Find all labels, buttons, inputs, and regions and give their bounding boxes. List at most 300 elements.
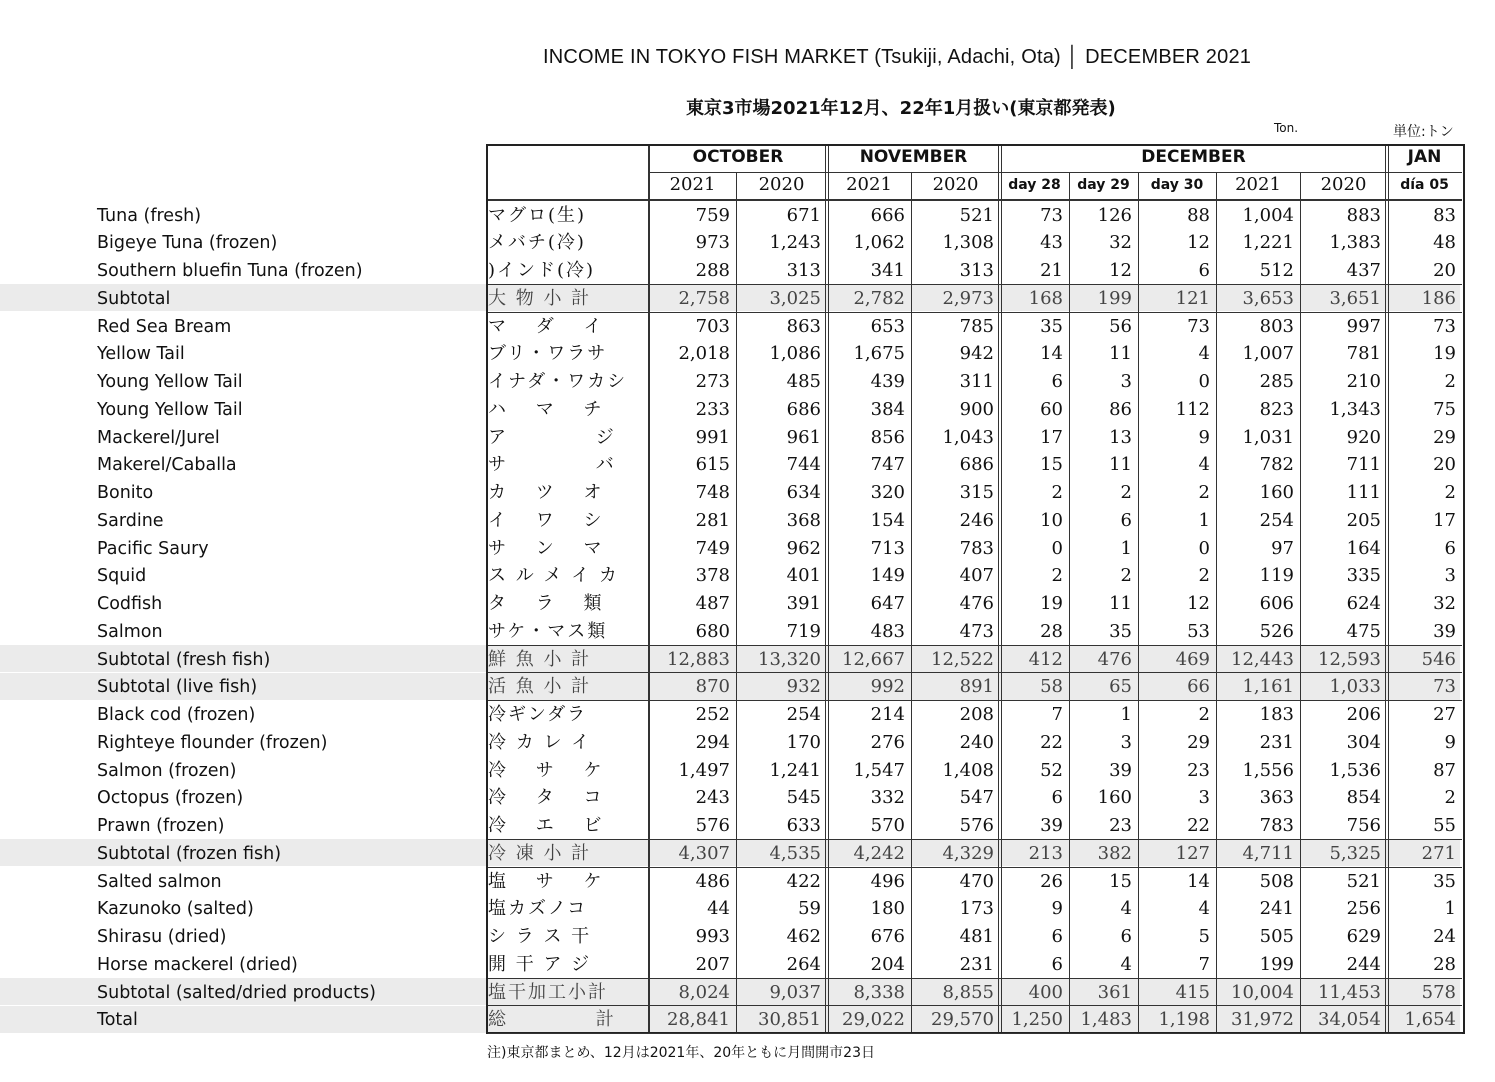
- table-cell: 486: [695, 870, 730, 892]
- column-subheader: 2021: [846, 174, 892, 195]
- table-cell: 29: [1187, 731, 1210, 753]
- table-cell: 744: [786, 454, 821, 476]
- table-cell: 244: [1346, 953, 1381, 975]
- column-subheader: día 05: [1400, 177, 1449, 193]
- table-cell: 671: [786, 204, 821, 226]
- table-cell: 606: [1259, 593, 1294, 614]
- table-cell: 0: [1198, 537, 1210, 559]
- table-cell: 653: [870, 315, 905, 337]
- table-cell: 12,522: [931, 648, 994, 670]
- table-cell: 52: [1040, 759, 1063, 781]
- table-cell: 31,972: [1231, 1009, 1294, 1031]
- table-cell: 11: [1109, 454, 1132, 476]
- table-cell: 311: [959, 371, 994, 392]
- table-cell: 240: [959, 731, 994, 753]
- table-cell: 214: [870, 704, 905, 725]
- table-cell: 154: [870, 509, 905, 531]
- table-cell: 48: [1433, 232, 1456, 254]
- table-cell: 119: [1259, 565, 1294, 587]
- table-cell: 476: [1097, 648, 1132, 670]
- table-cell: 633: [786, 815, 821, 836]
- table-cell: 785: [959, 315, 994, 337]
- table-cell: 206: [1346, 704, 1381, 725]
- table-cell: 6: [1120, 926, 1132, 947]
- table-cell: 208: [959, 704, 994, 725]
- table-cell: 5: [1198, 926, 1210, 947]
- row-label-jp: 活 魚 小 計: [488, 676, 592, 698]
- table-cell: 920: [1346, 426, 1381, 448]
- table-cell: 615: [695, 454, 730, 476]
- table-cell: 1,031: [1242, 426, 1294, 448]
- table-cell: 7: [1198, 953, 1210, 975]
- row-label-jp: 塩 サ ケ: [488, 870, 604, 892]
- table-cell: 243: [695, 787, 730, 809]
- table-cell: 29: [1433, 426, 1456, 448]
- table-cell: 127: [1175, 842, 1210, 864]
- table-cell: 294: [695, 731, 730, 753]
- table-cell: 1,308: [942, 232, 994, 254]
- table-cell: 13,320: [758, 648, 821, 670]
- table-cell: 1,556: [1242, 759, 1294, 781]
- table-cell: 647: [870, 593, 905, 614]
- row-label-en: Octopus (frozen): [97, 788, 244, 809]
- table-cell: 23: [1187, 759, 1210, 781]
- row-label-jp: 冷 凍 小 計: [488, 842, 592, 864]
- table-cell: 126: [1097, 204, 1132, 226]
- table-cell: 186: [1421, 287, 1456, 309]
- table-cell: 2: [1120, 565, 1132, 587]
- row-label-en: Young Yellow Tail: [97, 372, 243, 392]
- table-cell: 823: [1259, 398, 1294, 420]
- table-cell: 39: [1109, 759, 1132, 781]
- row-label-en: Salmon: [97, 621, 163, 642]
- page-subtitle-jp: 東京3市場2021年12月、22年1月扱い(東京都発表): [686, 98, 1116, 119]
- row-label-en: Young Yellow Tail: [97, 399, 243, 420]
- row-label-jp: 冷ギンダラ: [488, 704, 588, 725]
- table-cell: 578: [1421, 981, 1456, 1003]
- table-cell: 256: [1346, 898, 1381, 920]
- column-subheader: day 28: [1008, 177, 1061, 193]
- table-cell: 1,043: [942, 426, 994, 448]
- unit-label-jp: 単位:トン: [1393, 124, 1454, 140]
- table-cell: 401: [786, 565, 821, 587]
- table-cell: 199: [1097, 287, 1132, 309]
- row-label-en: Squid: [97, 566, 147, 587]
- table-cell: 361: [1097, 981, 1132, 1003]
- table-cell: 32: [1109, 232, 1132, 254]
- table-cell: 2: [1198, 565, 1210, 587]
- table-cell: 6: [1051, 371, 1063, 392]
- table-cell: 26: [1040, 870, 1063, 892]
- table-cell: 35: [1433, 870, 1456, 892]
- table-cell: 2,758: [678, 287, 730, 309]
- table-cell: 20: [1433, 454, 1456, 476]
- table-cell: 1,654: [1404, 1009, 1456, 1031]
- table-cell: 576: [695, 815, 730, 836]
- table-cell: 10: [1040, 509, 1063, 531]
- table-cell: 8,024: [678, 981, 730, 1003]
- table-cell: 781: [1346, 343, 1381, 365]
- table-cell: 629: [1346, 926, 1381, 947]
- table-cell: 164: [1346, 537, 1381, 559]
- table-cell: 703: [695, 315, 730, 337]
- table-cell: 1,161: [1242, 676, 1294, 698]
- table-cell: 60: [1040, 398, 1063, 420]
- row-label-jp: 冷 エ ビ: [488, 815, 604, 836]
- table-cell: 676: [870, 926, 905, 947]
- table-cell: 856: [870, 426, 905, 448]
- row-label-en: Subtotal (live fish): [97, 677, 258, 698]
- table-cell: 9: [1444, 731, 1456, 753]
- row-label-jp: 鮮 魚 小 計: [488, 648, 592, 670]
- row-label-jp: 塩カズノコ: [488, 898, 588, 920]
- table-cell: 254: [1259, 509, 1294, 531]
- table-cell: 22: [1040, 731, 1063, 753]
- row-label-en: Subtotal (salted/dried products): [97, 982, 376, 1003]
- table-cell: 0: [1051, 537, 1063, 559]
- table-cell: 332: [870, 787, 905, 809]
- table-cell: 476: [959, 593, 994, 614]
- table-cell: 2,018: [678, 343, 730, 365]
- table-cell: 1,408: [942, 759, 994, 781]
- table-cell: 391: [786, 593, 821, 614]
- table-cell: 88: [1187, 204, 1210, 226]
- row-label-en: Bonito: [97, 483, 154, 503]
- table-cell: 3: [1120, 371, 1132, 392]
- row-label-en: Prawn (frozen): [97, 816, 225, 836]
- table-cell: 86: [1109, 398, 1132, 420]
- table-cell: 111: [1346, 482, 1381, 503]
- row-label-en: Bigeye Tuna (frozen): [97, 233, 278, 254]
- row-label-en: Shirasu (dried): [97, 927, 227, 947]
- table-cell: 997: [1346, 315, 1381, 337]
- table-cell: 1,241: [769, 759, 821, 781]
- row-label-jp: 塩干加工小計: [488, 981, 608, 1003]
- table-cell: 241: [1259, 898, 1294, 920]
- table-cell: 207: [695, 953, 730, 975]
- table-cell: 264: [786, 953, 821, 975]
- table-cell: 121: [1175, 287, 1210, 309]
- table-cell: 73: [1433, 676, 1456, 698]
- table-cell: 437: [1346, 260, 1381, 281]
- table-cell: 870: [695, 676, 730, 698]
- table-cell: 854: [1346, 787, 1381, 809]
- row-label-jp: メバチ(冷): [488, 232, 586, 254]
- table-cell: 55: [1433, 815, 1456, 836]
- row-label-jp: カ ツ オ: [488, 482, 604, 503]
- table-cell: 10,004: [1231, 981, 1294, 1003]
- row-label-jp: マグロ(生): [488, 204, 587, 226]
- table-cell: 368: [786, 509, 821, 531]
- table-cell: 13: [1109, 426, 1132, 448]
- table-cell: 496: [870, 870, 905, 892]
- table-cell: 759: [695, 204, 730, 226]
- table-cell: 30,851: [758, 1009, 821, 1031]
- table-cell: 4,242: [853, 842, 905, 864]
- table-cell: 27: [1433, 704, 1456, 725]
- table-cell: 11: [1109, 593, 1132, 614]
- row-label-en: Codfish: [97, 594, 163, 614]
- table-cell: 19: [1040, 593, 1063, 614]
- table-cell: 363: [1259, 787, 1294, 809]
- table-cell: 313: [959, 260, 994, 281]
- table-cell: 749: [695, 537, 730, 559]
- table-cell: 17: [1433, 509, 1456, 531]
- table-cell: 315: [959, 482, 994, 503]
- table-cell: 4: [1120, 953, 1132, 975]
- table-cell: 180: [870, 898, 905, 920]
- table-cell: 1,497: [678, 759, 730, 781]
- row-label-en: Subtotal (frozen fish): [97, 843, 282, 864]
- table-cell: 382: [1097, 842, 1132, 864]
- table-cell: 320: [870, 482, 905, 503]
- table-cell: 12: [1109, 260, 1132, 281]
- column-subheader: 2021: [669, 174, 716, 195]
- header-divider: [649, 172, 1462, 173]
- table-cell: 210: [1346, 371, 1381, 392]
- table-cell: 962: [786, 537, 821, 559]
- table-cell: 475: [1346, 620, 1381, 642]
- table-cell: 4: [1198, 454, 1210, 476]
- table-cell: 624: [1346, 593, 1381, 614]
- table-cell: 0: [1198, 371, 1210, 392]
- table-cell: 28: [1040, 620, 1063, 642]
- table-cell: 288: [695, 260, 730, 281]
- row-label-jp: ハ マ チ: [488, 398, 604, 420]
- table-cell: 756: [1346, 815, 1381, 836]
- table-cell: 1,250: [1011, 1009, 1063, 1031]
- table-cell: 173: [959, 898, 994, 920]
- table-cell: 1,547: [853, 759, 905, 781]
- table-cell: 863: [786, 315, 821, 337]
- table-cell: 2,973: [942, 287, 994, 309]
- column-subheader: 2020: [758, 174, 805, 195]
- row-label-en: Mackerel/Jurel: [97, 427, 220, 448]
- table-cell: 285: [1259, 371, 1294, 392]
- table-cell: 170: [786, 731, 821, 753]
- table-cell: 168: [1028, 287, 1063, 309]
- table-cell: 803: [1259, 315, 1294, 337]
- table-cell: 973: [695, 232, 730, 254]
- table-cell: 2: [1444, 371, 1456, 392]
- table-cell: 4: [1198, 343, 1210, 365]
- row-label-jp: 大 物 小 計: [488, 287, 592, 309]
- table-cell: 932: [786, 676, 821, 698]
- table-cell: 993: [695, 926, 730, 947]
- table-cell: 15: [1109, 870, 1132, 892]
- table-cell: 341: [870, 260, 905, 281]
- table-cell: 521: [959, 204, 994, 226]
- table-cell: 281: [695, 509, 730, 531]
- table-cell: 12: [1187, 593, 1210, 614]
- table-cell: 3,651: [1329, 287, 1381, 309]
- table-cell: 521: [1346, 870, 1381, 892]
- row-label-jp: ア ジ: [488, 426, 616, 448]
- table-cell: 1,033: [1329, 676, 1381, 698]
- table-cell: 17: [1040, 426, 1063, 448]
- table-cell: 748: [695, 482, 730, 503]
- table-cell: 2: [1198, 482, 1210, 503]
- table-cell: 66: [1187, 676, 1210, 698]
- row-label-jp: シ ラ ス 干: [488, 926, 592, 947]
- table-cell: 992: [870, 676, 905, 698]
- table-cell: 1,198: [1158, 1009, 1210, 1031]
- table-cell: 73: [1040, 204, 1063, 226]
- table-cell: 1: [1120, 537, 1132, 559]
- column-subheader: 2021: [1235, 174, 1281, 195]
- table-cell: 183: [1259, 704, 1294, 725]
- table-cell: 747: [870, 454, 905, 476]
- row-label-jp: イ ワ シ: [488, 509, 604, 531]
- table-cell: 7: [1051, 704, 1063, 725]
- table-cell: 576: [959, 815, 994, 836]
- table-cell: 34,054: [1318, 1009, 1381, 1031]
- table-cell: 28: [1433, 953, 1456, 975]
- table-cell: 276: [870, 731, 905, 753]
- table-cell: 4: [1198, 898, 1210, 920]
- table-cell: 9,037: [769, 981, 821, 1003]
- row-label-en: Pacific Saury: [97, 538, 209, 559]
- row-label-jp: 総 計: [488, 1009, 616, 1031]
- table-cell: 87: [1433, 759, 1456, 781]
- table-cell: 1: [1120, 704, 1132, 725]
- table-cell: 481: [959, 926, 994, 947]
- table-cell: 883: [1346, 204, 1381, 226]
- table-cell: 252: [695, 704, 730, 725]
- table-cell: 412: [1028, 648, 1063, 670]
- table-cell: 3: [1444, 565, 1456, 587]
- table-cell: 4,711: [1242, 842, 1294, 864]
- table-cell: 2: [1051, 482, 1063, 503]
- table-cell: 1,062: [853, 232, 905, 254]
- table-cell: 24: [1433, 926, 1456, 947]
- row-label-en: Sardine: [97, 510, 164, 531]
- table-cell: 378: [695, 565, 730, 587]
- table-cell: 205: [1346, 509, 1381, 531]
- row-label-jp: 開 干 ア ジ: [488, 953, 592, 975]
- table-cell: 160: [1259, 482, 1294, 503]
- table-cell: 56: [1109, 315, 1132, 337]
- table-cell: 75: [1433, 398, 1456, 420]
- table-cell: 400: [1028, 981, 1063, 1003]
- table-cell: 526: [1259, 620, 1294, 642]
- table-cell: 15: [1040, 454, 1063, 476]
- table-cell: 1,221: [1242, 232, 1294, 254]
- row-label-jp: 冷 カ レ イ: [488, 731, 592, 753]
- table-cell: 246: [959, 509, 994, 531]
- table-cell: 711: [1346, 454, 1381, 476]
- table-cell: 1,243: [769, 232, 821, 254]
- table-cell: 231: [959, 953, 994, 975]
- column-subheader: 2020: [932, 174, 979, 195]
- table-cell: 783: [959, 537, 994, 559]
- table-cell: 713: [870, 537, 905, 559]
- column-group-header: NOVEMBER: [859, 147, 968, 167]
- table-cell: 14: [1040, 343, 1063, 365]
- table-cell: 3: [1198, 787, 1210, 809]
- table-cell: 39: [1433, 620, 1456, 642]
- table-cell: 35: [1040, 315, 1063, 337]
- table-cell: 8,855: [942, 981, 994, 1003]
- table-cell: 384: [870, 398, 905, 420]
- row-label-en: Subtotal: [97, 288, 171, 309]
- row-label-en: Total: [97, 1010, 138, 1031]
- row-label-jp: ス ル メ イ カ: [488, 565, 619, 587]
- table-cell: 59: [798, 898, 821, 920]
- table-cell: 415: [1175, 981, 1210, 1003]
- table-cell: 1,086: [769, 343, 821, 365]
- table-cell: 43: [1040, 232, 1063, 254]
- table-cell: 666: [870, 204, 905, 226]
- table-cell: 254: [786, 704, 821, 725]
- table-cell: 3,653: [1242, 287, 1294, 309]
- unit-label-en: Ton.: [1274, 121, 1299, 135]
- table-cell: 686: [959, 454, 994, 476]
- table-cell: 213: [1028, 842, 1063, 864]
- row-label-en: Black cod (frozen): [97, 705, 256, 725]
- row-label-en: Righteye flounder (frozen): [97, 732, 328, 753]
- table-cell: 149: [870, 565, 905, 587]
- table-cell: 4: [1120, 898, 1132, 920]
- row-label-en: Salted salmon: [97, 871, 222, 892]
- table-cell: 546: [1421, 648, 1456, 670]
- column-subheader: 2020: [1320, 174, 1367, 195]
- table-cell: 204: [870, 953, 905, 975]
- table-cell: 12,593: [1318, 648, 1381, 670]
- table-cell: 512: [1259, 260, 1294, 281]
- table-cell: 58: [1040, 676, 1063, 698]
- table-cell: 462: [786, 926, 821, 947]
- table-cell: 29,022: [842, 1009, 905, 1031]
- table-cell: 6: [1120, 509, 1132, 531]
- row-label-jp: ブリ・ワラサ: [488, 343, 608, 365]
- table-cell: 1,343: [1329, 398, 1381, 420]
- table-cell: 991: [695, 426, 730, 448]
- table-cell: 407: [959, 565, 994, 587]
- table-cell: 2: [1120, 482, 1132, 503]
- table-cell: 5,325: [1329, 842, 1381, 864]
- table-cell: 783: [1259, 815, 1294, 836]
- table-cell: 942: [959, 343, 994, 365]
- table-cell: 483: [870, 620, 905, 642]
- table-cell: 4,329: [942, 842, 994, 864]
- table-cell: 1,007: [1242, 343, 1294, 365]
- row-label-jp: イナダ・ワカシ: [488, 371, 628, 392]
- table-cell: 900: [959, 398, 994, 420]
- table-cell: 1,383: [1329, 232, 1381, 254]
- column-subheader: day 29: [1077, 177, 1130, 193]
- table-cell: 680: [695, 620, 730, 642]
- table-cell: 23: [1109, 815, 1132, 836]
- column-group-header: DECEMBER: [1141, 147, 1246, 167]
- table-cell: 231: [1259, 731, 1294, 753]
- table-cell: 19: [1433, 343, 1456, 365]
- table-cell: 4,307: [678, 842, 730, 864]
- table-cell: 11: [1109, 343, 1132, 365]
- table-cell: 2: [1051, 565, 1063, 587]
- row-label-jp: 冷 タ コ: [488, 787, 604, 809]
- row-label-jp: マ ダ イ: [488, 315, 604, 337]
- table-cell: 6: [1198, 260, 1210, 281]
- table-cell: 12: [1187, 232, 1210, 254]
- table-cell: 439: [870, 371, 905, 392]
- table-cell: 469: [1175, 648, 1210, 670]
- table-cell: 73: [1433, 315, 1456, 337]
- row-label-en: Tuna (fresh): [97, 205, 202, 226]
- table-cell: 112: [1175, 398, 1210, 420]
- row-label-en: Salmon (frozen): [97, 760, 237, 781]
- row-label-en: Makerel/Caballa: [97, 455, 237, 476]
